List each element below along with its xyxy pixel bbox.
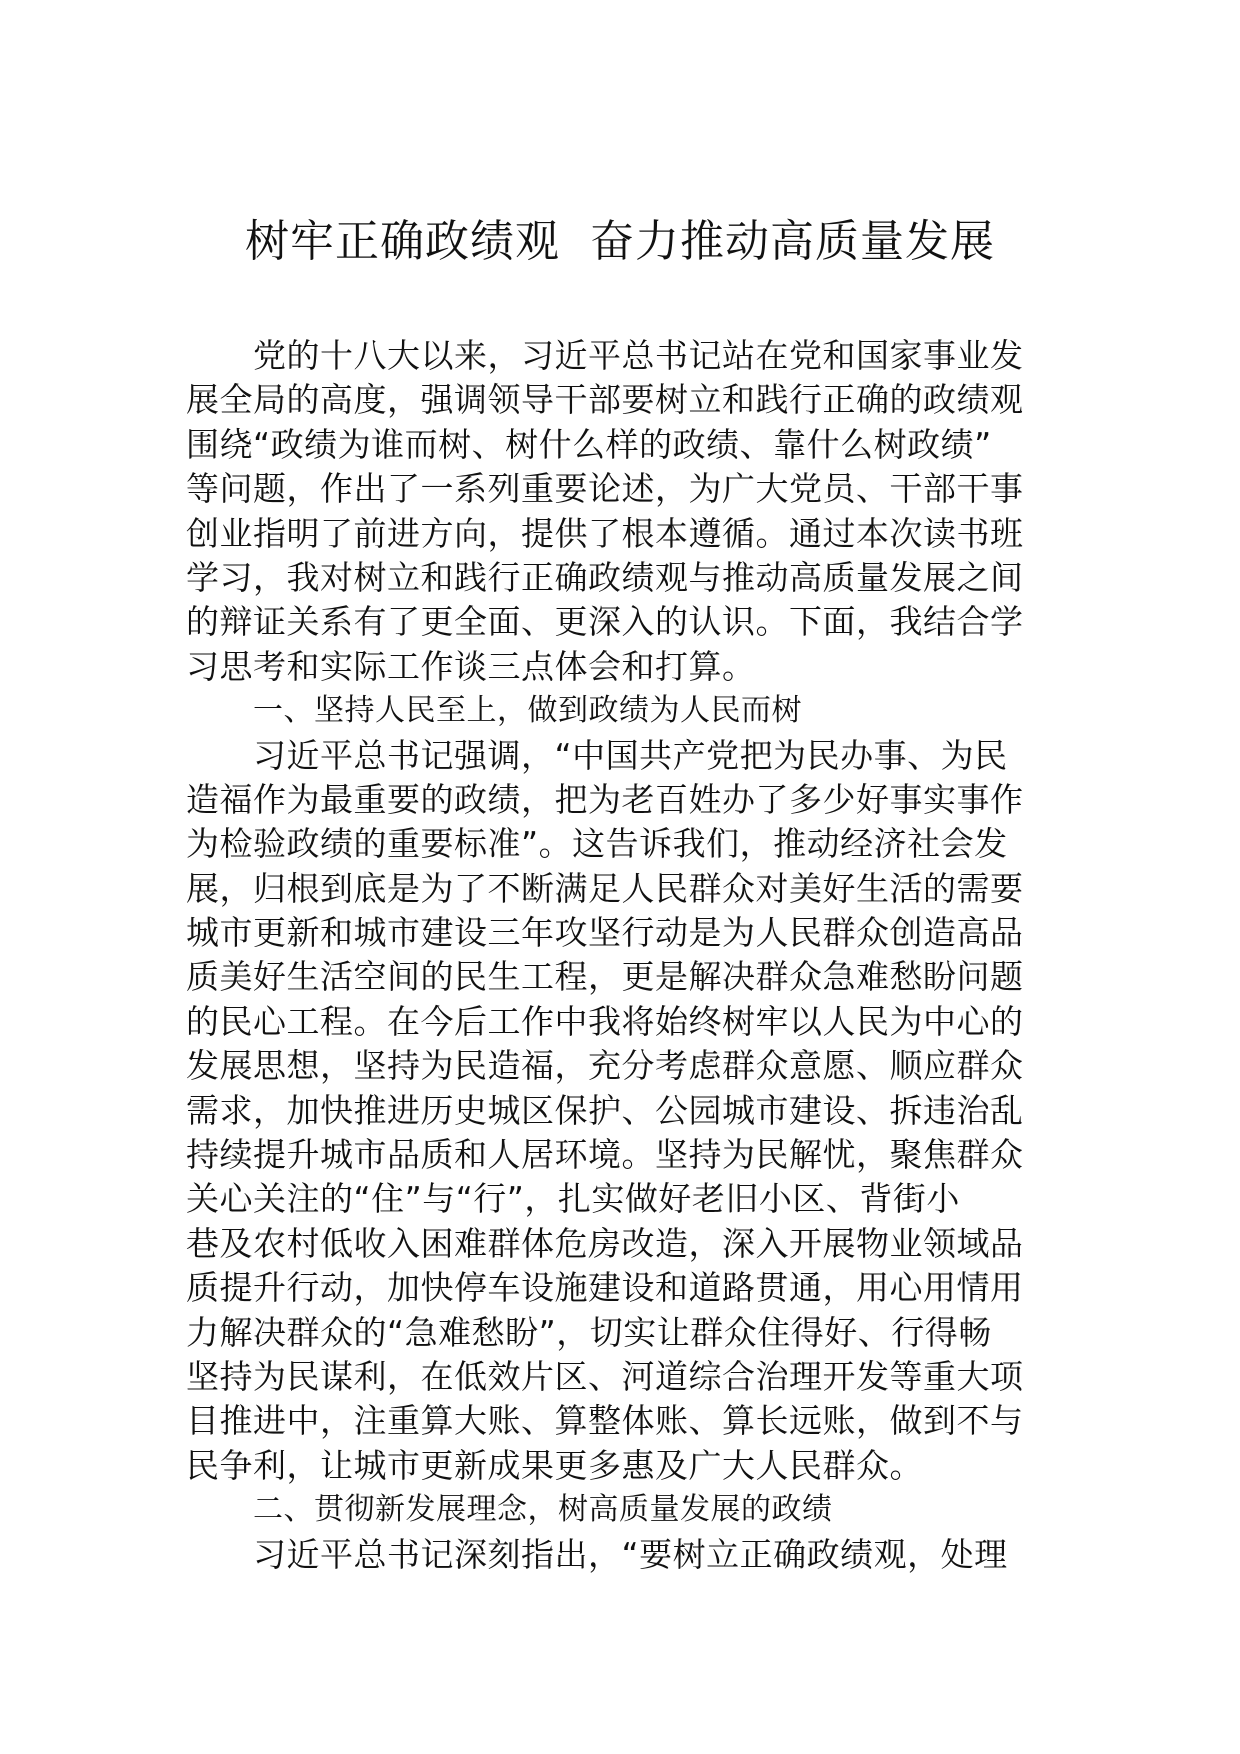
paragraph-line: 党的十八大以来，习近平总书记站在党和国家事业发 [253, 336, 1024, 375]
paragraph-line: 坚持为民谋利，在低效片区、河道综合治理开发等重大项 [186, 1356, 1024, 1396]
paragraph-line: 等问题，作出了一系列重要论述，为广大党员、干部干事 [186, 469, 1024, 509]
paragraph-line: 巷及农村低收入困难群体危房改造，深入开展物业领域品 [186, 1223, 1024, 1263]
paragraph-line: 学习，我对树立和践行正确政绩观与推动高质量发展之间 [186, 557, 1024, 597]
paragraph-line: 需求，加快推进历史城区保护、公园城市建设、拆违治乱 [186, 1090, 1024, 1130]
paragraph-line: 的辩证关系有了更全面、更深入的认识。下面，我结合学 [186, 602, 1024, 642]
paragraph-line: 创业指明了前进方向，提供了根本遵循。通过本次读书班 [186, 513, 1024, 553]
paragraph-line: 质提升行动，加快停车设施建设和道路贯通，用心用情用 [186, 1268, 1024, 1308]
paragraph-line: 展全局的高度，强调领导干部要树立和践行正确的政绩观 [186, 380, 1024, 420]
paragraph-line: 习近平总书记深刻指出，“要树立正确政绩观，处理 [253, 1534, 1008, 1574]
paragraph-line: 习近平总书记强调，“中国共产党把为民办事、为民 [253, 735, 1008, 775]
paragraph-line: 力解决群众的“急难愁盼”，切实让群众住得好、行得畅 [186, 1312, 992, 1352]
paragraph-line: 习思考和实际工作谈三点体会和打算。 [186, 646, 756, 686]
paragraph-line: 持续提升城市品质和人居环境。坚持为民解忧，聚焦群众 [186, 1135, 1024, 1175]
paragraph-line: 围绕“政绩为谁而树、树什么样的政绩、靠什么树政绩” [186, 424, 992, 464]
paragraph-line: 关心关注的“住”与“行”，扎实做好老旧小区、背街小 [186, 1179, 960, 1219]
paragraph-line: 民争利，让城市更新成果更多惠及广大人民群众。 [186, 1445, 923, 1485]
paragraph-line: 造福作为最重要的政绩，把为老百姓办了多少好事实事作 [186, 779, 1024, 819]
paragraph-line: 城市更新和城市建设三年攻坚行动是为人民群众创造高品 [186, 913, 1024, 953]
section-heading: 一、坚持人民至上，做到政绩为人民而树 [253, 693, 802, 729]
paragraph-line: 展，归根到底是为了不断满足人民群众对美好生活的需要 [186, 868, 1024, 908]
document-title: 树牢正确政绩观 奋力推动高质量发展 [245, 216, 995, 267]
paragraph-line: 质美好生活空间的民生工程，更是解决群众急难愁盼问题 [186, 957, 1024, 997]
paragraph-line: 发展思想，坚持为民造福，充分考虑群众意愿、顺应群众 [186, 1046, 1024, 1086]
paragraph-line: 目推进中，注重算大账、算整体账、算长远账，做到不与 [186, 1401, 1024, 1441]
section-heading: 二、贯彻新发展理念，树高质量发展的政绩 [253, 1492, 833, 1528]
paragraph-line: 为检验政绩的重要标准”。这告诉我们，推动经济社会发 [186, 824, 1008, 864]
paragraph-line: 的民心工程。在今后工作中我将始终树牢以人民为中心的 [186, 1001, 1024, 1041]
document-body [186, 334, 1056, 1577]
